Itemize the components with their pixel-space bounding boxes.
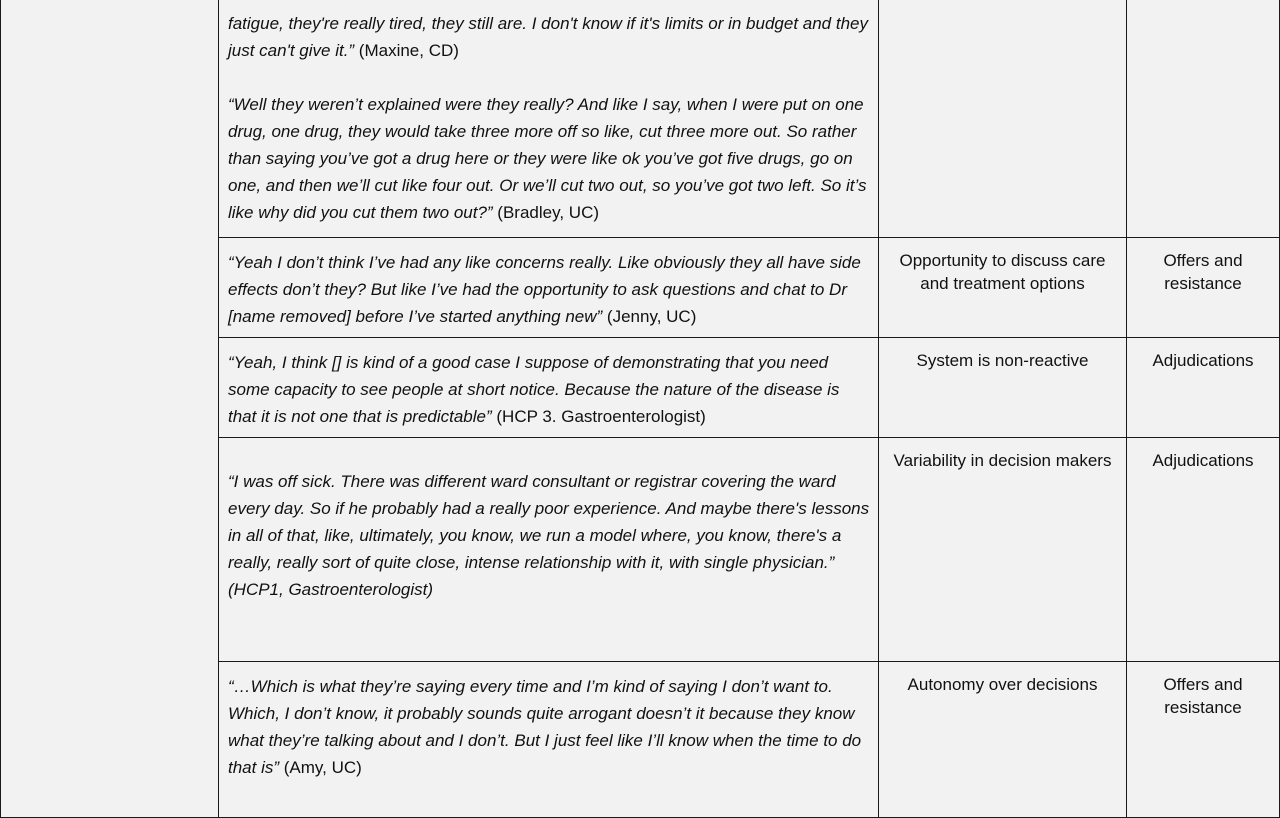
theme-cell	[879, 0, 1127, 237]
quote-cell	[219, 437, 879, 661]
theme-cell: System is non-reactive	[879, 337, 1127, 437]
quote-attribution: (Maxine, CD)	[354, 41, 459, 60]
quote-cell	[219, 0, 879, 237]
quote-paragraph	[228, 468, 870, 603]
quote-attribution: (Amy, UC)	[279, 757, 362, 777]
quote-text: fatigue, they're really tired, they still are. I don't know if it's limits or in budget and they just can't give it.”	[228, 14, 868, 60]
theme-cell: Autonomy over decisions	[879, 661, 1127, 817]
quote-paragraph	[228, 10, 870, 64]
quote-text: “…Which is what they’re saying every time and I’m kind of saying I don’t want to. Which, I don’t know, it probably sounds quite arrogant doesn’t it because they know what they’re talking about and I don’t. But I just feel like I’ll know when the time to do that is”	[228, 676, 862, 777]
theme-cell: Opportunity to discuss care and treatment options	[879, 237, 1127, 337]
quote-paragraph	[228, 673, 870, 781]
category-cell: Offers and resistance	[1127, 237, 1280, 337]
quote-text: “I was off sick. There was different ward consultant or registrar covering the ward every day. So if he probably had a really poor experience. And maybe there's lessons in all of that, like, ultimately, you know, we run a model where, you know, there's a really, really sort of quite close, intense relationship with it, with single physician.” (HCP1, Gastroenterologist)	[228, 471, 870, 599]
theme-cell: Variability in decision makers	[879, 437, 1127, 661]
quote-paragraph	[228, 91, 870, 226]
table-row	[1, 0, 1280, 237]
quote-attribution: (Bradley, UC)	[492, 203, 600, 222]
quote-paragraph	[228, 349, 870, 430]
category-cell: Adjudications	[1127, 337, 1280, 437]
category-cell: Offers and resistance	[1127, 661, 1280, 817]
quote-text: “Yeah, I think [] is kind of a good case I suppose of demonstrating that you need some capacity to see people at short notice. Because the nature of the disease is that it is not one that is predictable”	[228, 352, 840, 426]
quote-paragraph	[228, 249, 870, 330]
quote-text: “Well they weren’t explained were they really? And like I say, when I were put on one drug, one drug, they would take three more off so like, cut three more out. So rather than saying you’ve got a drug here or they were like ok you’ve got five drugs, go on one, and then we’ll cut like four out. Or we’ll cut two out, so you’ve got two left. So it’s like why did you cut them two out?”	[228, 95, 867, 222]
quote-attribution: (Jenny, UC)	[602, 306, 697, 326]
quote-text: “Yeah I don’t think I’ve had any like concerns really. Like obviously they all have side effects don’t they? But like I’ve had the opportunity to ask questions and chat to Dr [name removed] before I’ve started anything new”	[228, 252, 861, 326]
left-empty-cell	[1, 0, 219, 817]
quote-attribution: (HCP 3. Gastroenterologist)	[491, 406, 706, 426]
category-cell: Adjudications	[1127, 437, 1280, 661]
quote-cell	[219, 237, 879, 337]
category-cell	[1127, 0, 1280, 237]
quote-cell	[219, 661, 879, 817]
quote-cell	[219, 337, 879, 437]
